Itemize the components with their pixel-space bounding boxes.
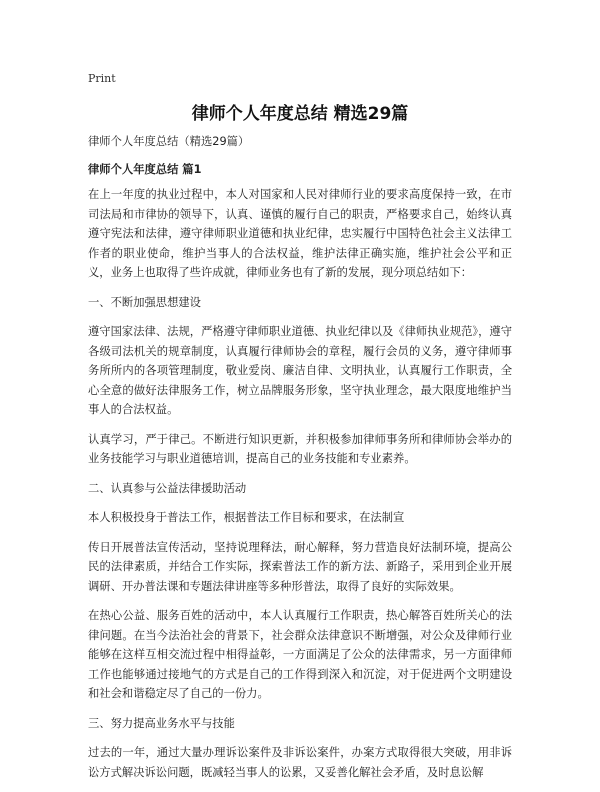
paragraph: 在热心公益、服务百姓的活动中，本人认真履行工作职责，热心解答百姓所关心的法律问题。在当今法治社会的背景下，社会群众法律意识不断增强，对公众及律师行业能够在这样互相交流过程中相得益彰，一方面满足了公众的法律需求，另一方面律师工作也能够通过接地气的方式是自己的工作得到深入和沉淀，对于促进两个文明建设和社会和谐稳定尽了自己的一份力。 xyxy=(88,609,512,700)
article-body xyxy=(88,132,512,792)
section-title: 律师个人年度总结 篇1 xyxy=(88,162,202,176)
paragraph: 本人积极投身于普法工作，根据普法工作目标和要求，在法制宣 xyxy=(88,511,405,524)
document-subtitle: 律师个人年度总结（精选29篇） xyxy=(88,135,250,148)
paragraph: 认真学习，严于律己。不断进行知识更新，并积极参加律师事务所和律师协会举办的业务技能学习与职业道德培训，提高自己的业务技能和专业素养。 xyxy=(88,432,512,465)
paragraph: 传日开展普法宣传活动，坚持说理释法，耐心解释，努力营造良好法制环境，提高公民的法律素质，并结合工作实际，探索普法工作的新方法、新路子，采用到企业开展调研、开办普法课和专题法律讲座等多种形普法，取得了良好的实际效果。 xyxy=(88,540,512,593)
paragraph: 遵守国家法律、法规，严格遵守律师职业道德、执业纪律以及《律师执业规范》，遵守各级司法机关的规章制度，认真履行律师协会的章程，履行会员的义务，遵守律师事务所所内的各项管理制度，敬业爱岗、廉洁自律、文明执业，认真履行工作职责，全心全意的做好法律服务工作，树立品牌服务形象，坚守执业理念，最大限度地维护当事人的合法权益。 xyxy=(88,325,512,416)
section-heading: 一、不断加强思想建设 xyxy=(88,295,201,309)
paragraph: 过去的一年，通过大量办理诉讼案件及非诉讼案件，办案方式取得很大突破，用非诉讼方式解决诉讼问题，既减轻当事人的讼累，又妥善化解社会矛盾，及时息讼解 xyxy=(88,746,512,779)
section-heading: 二、认真参与公益法律援助活动 xyxy=(88,481,247,495)
section-heading: 三、努力提高业务水平与技能 xyxy=(88,716,235,730)
paragraph: 在上一年度的执业过程中，本人对国家和人民对律师行业的要求高度保持一致，在市司法局和市律协的领导下，认真、谨慎的履行自己的职责，严格要求自己，始终认真遵守宪法和法律，遵守律师职业道德和执业纪律，忠实履行中国特色社会主义法律工作者的职业使命，维护当事人的合法权益，维护法律正确实施，维护社会公平和正义，业务上也取得了些许成就，律师业务也有了新的发展，现分项总结如下： xyxy=(88,188,512,279)
page-title: 律师个人年度总结 精选29篇 xyxy=(191,104,409,124)
print-link[interactable]: Print xyxy=(88,72,116,85)
